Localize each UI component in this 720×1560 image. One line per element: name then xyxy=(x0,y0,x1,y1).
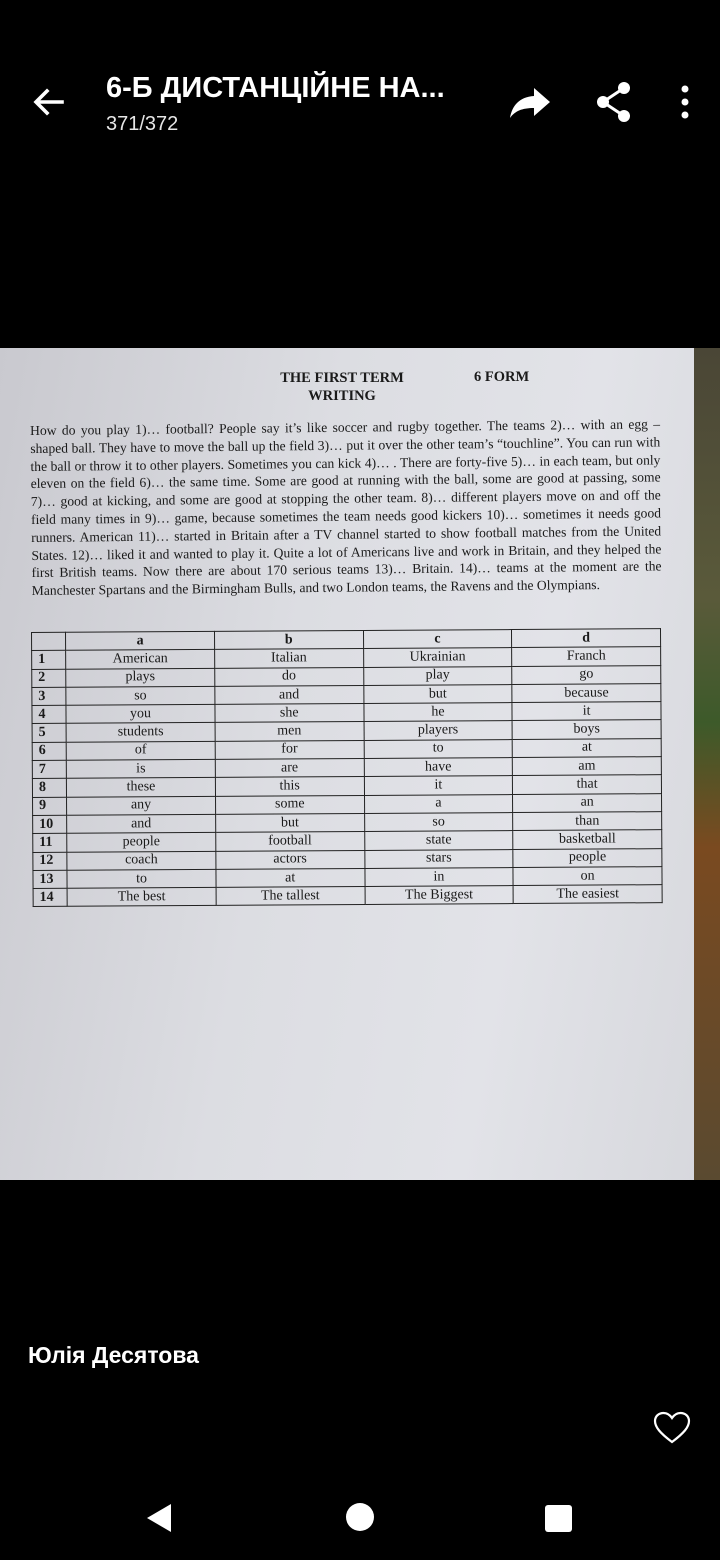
option-cell: of xyxy=(66,741,215,760)
option-cell: The easiest xyxy=(513,885,662,904)
table-header-cell: b xyxy=(214,630,363,649)
share-button[interactable] xyxy=(594,80,634,124)
row-number-cell: 2 xyxy=(32,669,66,688)
option-cell: any xyxy=(67,796,216,815)
option-cell: a xyxy=(364,794,513,813)
option-cell: this xyxy=(215,777,364,796)
option-cell: The Biggest xyxy=(365,886,514,905)
row-number-cell: 5 xyxy=(32,724,66,743)
row-number-cell: 13 xyxy=(33,870,67,889)
row-number-cell: 7 xyxy=(32,760,66,779)
option-cell: but xyxy=(215,813,364,832)
share-icon xyxy=(594,80,634,124)
table-body xyxy=(32,647,663,907)
option-cell: an xyxy=(513,793,662,812)
more-options-button[interactable] xyxy=(672,82,698,122)
option-cell: American xyxy=(66,650,215,669)
option-cell: is xyxy=(66,759,215,778)
author-name: Юлія Десятова xyxy=(28,1342,199,1368)
option-cell: do xyxy=(215,667,364,686)
option-cell: Ukrainian xyxy=(363,648,512,667)
worksheet-title: THE FIRST TERM xyxy=(280,370,404,386)
row-number-cell: 11 xyxy=(33,834,67,853)
option-cell: people xyxy=(513,848,662,867)
option-cell: boys xyxy=(512,720,661,739)
option-cell: football xyxy=(216,832,365,851)
table-row xyxy=(33,885,662,907)
row-number-cell: 14 xyxy=(33,888,67,907)
back-button[interactable] xyxy=(28,82,68,122)
worksheet xyxy=(0,348,706,1180)
option-cell: players xyxy=(364,721,513,740)
forward-arrow-icon xyxy=(506,82,554,122)
table-header-cell: d xyxy=(512,629,661,648)
option-cell: because xyxy=(512,684,661,703)
option-cell: to xyxy=(67,869,216,888)
nav-back-button[interactable] xyxy=(142,1500,178,1536)
forward-button[interactable] xyxy=(506,82,554,122)
option-cell: men xyxy=(215,722,364,741)
more-vert-icon xyxy=(672,82,698,122)
nav-recent-square-icon[interactable] xyxy=(545,1505,572,1532)
table-header-cell xyxy=(32,632,66,651)
option-cell: play xyxy=(363,666,512,685)
option-cell: am xyxy=(513,757,662,776)
top-app-bar xyxy=(0,0,720,200)
option-cell: go xyxy=(512,665,661,684)
arrow-left-icon xyxy=(28,82,68,122)
option-cell: so xyxy=(364,813,513,832)
table-header-cell: a xyxy=(66,631,215,650)
nav-home-circle-icon[interactable] xyxy=(346,1503,374,1531)
option-cell: are xyxy=(215,759,364,778)
option-cell: that xyxy=(513,775,662,794)
option-cell: and xyxy=(67,814,216,833)
row-number-cell: 12 xyxy=(33,852,67,871)
option-cell: actors xyxy=(216,850,365,869)
option-cell: basketball xyxy=(513,830,662,849)
option-cell: at xyxy=(512,738,661,757)
row-number-cell: 10 xyxy=(33,815,67,834)
table-header-cell: c xyxy=(363,630,512,649)
option-cell: it xyxy=(364,776,513,795)
row-number-cell: 1 xyxy=(32,651,66,670)
option-cell: these xyxy=(67,778,216,797)
option-cell: so xyxy=(66,686,215,705)
row-number-cell: 9 xyxy=(33,797,67,816)
option-cell: you xyxy=(66,705,215,724)
option-cell: on xyxy=(513,867,662,886)
row-number-cell: 4 xyxy=(32,705,66,724)
option-cell: Franch xyxy=(512,647,661,666)
option-cell: students xyxy=(66,723,215,742)
option-cell: but xyxy=(363,684,512,703)
option-cell: he xyxy=(364,703,513,722)
option-cell: stars xyxy=(364,849,513,868)
worksheet-form: 6 FORM xyxy=(474,369,530,385)
option-cell: it xyxy=(512,702,661,721)
option-cell: at xyxy=(216,868,365,887)
option-cell: she xyxy=(215,704,364,723)
option-cell: in xyxy=(365,867,514,886)
system-nav-bar xyxy=(0,1480,720,1560)
nav-back-triangle-icon xyxy=(142,1500,178,1536)
option-cell: for xyxy=(215,740,364,759)
option-cell: coach xyxy=(67,851,216,870)
worksheet-subtitle: WRITING xyxy=(308,388,376,404)
photo-viewer[interactable] xyxy=(0,348,720,1180)
row-number-cell: 3 xyxy=(32,687,66,706)
option-cell: The tallest xyxy=(216,887,365,906)
option-cell: The best xyxy=(67,888,216,907)
option-cell: to xyxy=(364,739,513,758)
option-cell: and xyxy=(215,685,364,704)
option-cell: people xyxy=(67,833,216,852)
chat-title: 6-Б ДИСТАНЦІЙНЕ НА... xyxy=(106,72,445,104)
worksheet-text: How do you play 1)… football? People say it’s like soccer and rugby together. The teams 2)… with an egg – shaped ball. They have to move the ball up the field 3)… put it over the other team’s “touchline”. You can run with the ball or throw it to other players. Sometimes you can kick 4)… . There are forty-five 5)… in each team, but only eleven on the field 6)… the same time. Some are good at running with the ball, some are good at passing, some 7)… good at kicking, and some are good at stopping the other team. 8)… different players move on and off the field many times in 9)… game, because sometimes the team needs good kickers 10)… sometimes it needs good runners. American 11)… started in Britain after a TV channel started to show football matches from the United States. 12)… liked it and wanted to play it. Quite a lot of Americans live and work in Britain, and they helped the first British teams. Now there are about 170 serious teams 13)… Britain. 14)… teams at the moment are the Manchester Spartans and the Birmingham Bulls, and two London teams, the Ravens and the Olympians. xyxy=(30,416,662,599)
row-number-cell: 6 xyxy=(32,742,66,761)
option-cell: some xyxy=(215,795,364,814)
option-cell: Italian xyxy=(214,649,363,668)
option-cell: state xyxy=(364,831,513,850)
heart-outline-icon xyxy=(652,1410,692,1446)
option-cell: have xyxy=(364,758,513,777)
option-cell: than xyxy=(513,812,662,831)
media-counter: 371/372 xyxy=(106,113,179,135)
like-button[interactable] xyxy=(652,1410,692,1446)
answer-table xyxy=(31,628,663,907)
row-number-cell: 8 xyxy=(32,779,66,798)
option-cell: plays xyxy=(66,668,215,687)
